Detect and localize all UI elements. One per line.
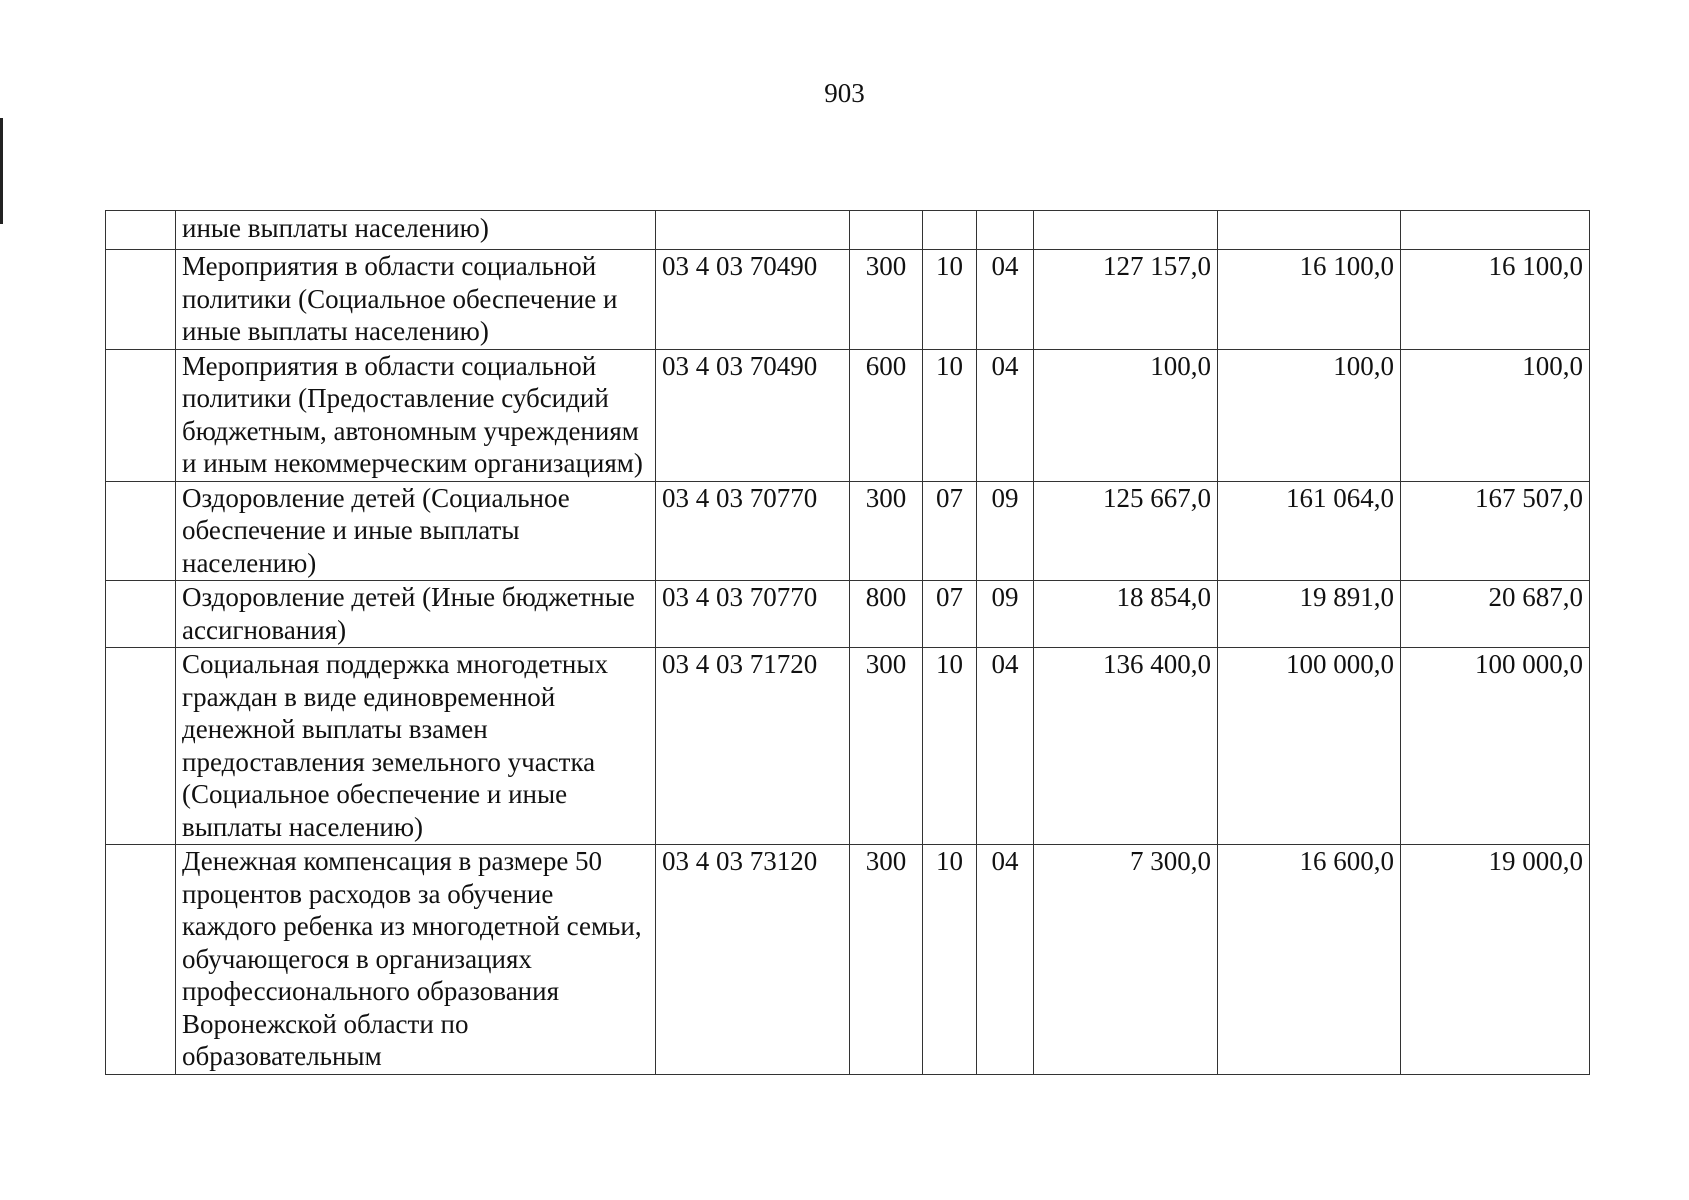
target-article-code-cell: 03 4 03 70770 [656,581,850,648]
section-code-cell: 07 [923,581,977,648]
amount-year3-cell: 16 100,0 [1401,250,1590,350]
section-code-cell: 10 [923,250,977,350]
expense-name-cell: Социальная поддержка многодетных граждан в виде единовременной денежной выплаты взамен предоставления земельного участка (Социальное обеспечение и иные выплаты населению) [176,648,656,845]
target-article-code-cell: 03 4 03 70490 [656,250,850,350]
expense-type-cell: 300 [850,481,923,581]
amount-year3-cell: 100 000,0 [1401,648,1590,845]
expense-name-cell: Оздоровление детей (Социальное обеспечение и иные выплаты населению) [176,481,656,581]
amount-year2-cell: 161 064,0 [1218,481,1401,581]
subsection-code-cell: 04 [977,250,1034,350]
expense-name-cell: Мероприятия в области социальной политики (Социальное обеспечение и иные выплаты населению) [176,250,656,350]
target-article-code-cell: 03 4 03 70770 [656,481,850,581]
amount-year1-cell: 127 157,0 [1034,250,1218,350]
subsection-code-cell: 09 [977,481,1034,581]
amount-year3-cell: 20 687,0 [1401,581,1590,648]
subsection-code-cell [977,211,1034,250]
subsection-code-cell: 04 [977,648,1034,845]
left-margin-mark [0,118,3,224]
amount-year3-cell: 100,0 [1401,349,1590,481]
amount-year3-cell: 19 000,0 [1401,845,1590,1075]
row-number-cell [106,211,176,250]
section-code-cell: 07 [923,481,977,581]
amount-year2-cell [1218,211,1401,250]
table-row [106,211,1590,250]
amount-year3-cell [1401,211,1590,250]
target-article-code-cell [656,211,850,250]
expense-type-cell: 600 [850,349,923,481]
row-number-cell [106,845,176,1075]
table-row [106,481,1590,581]
row-number-cell [106,648,176,845]
row-number-cell [106,250,176,350]
amount-year1-cell: 18 854,0 [1034,581,1218,648]
amount-year2-cell: 16 100,0 [1218,250,1401,350]
expense-type-cell [850,211,923,250]
table-row [106,648,1590,845]
amount-year3-cell: 167 507,0 [1401,481,1590,581]
subsection-code-cell: 04 [977,845,1034,1075]
section-code-cell [923,211,977,250]
expense-name-cell: Мероприятия в области социальной политики (Предоставление субсидий бюджетным, автономным учреждениям и иным некоммерческим организациям) [176,349,656,481]
amount-year1-cell: 7 300,0 [1034,845,1218,1075]
row-number-cell [106,349,176,481]
section-code-cell: 10 [923,845,977,1075]
target-article-code-cell: 03 4 03 70490 [656,349,850,481]
amount-year2-cell: 19 891,0 [1218,581,1401,648]
table-row [106,250,1590,350]
amount-year1-cell [1034,211,1218,250]
table-row [106,845,1590,1075]
expense-type-cell: 300 [850,648,923,845]
amount-year2-cell: 100,0 [1218,349,1401,481]
expense-name-cell: иные выплаты населению) [176,211,656,250]
table-row [106,349,1590,481]
subsection-code-cell: 04 [977,349,1034,481]
amount-year1-cell: 125 667,0 [1034,481,1218,581]
subsection-code-cell: 09 [977,581,1034,648]
expense-type-cell: 300 [850,845,923,1075]
expense-type-cell: 800 [850,581,923,648]
amount-year2-cell: 100 000,0 [1218,648,1401,845]
expense-name-cell: Денежная компенсация в размере 50 процентов расходов за обучение каждого ребенка из многодетной семьи, обучающегося в организациях профессионального образования Воронежской области по образовательным [176,845,656,1075]
amount-year2-cell: 16 600,0 [1218,845,1401,1075]
page-number: 903 [824,78,865,108]
target-article-code-cell: 03 4 03 73120 [656,845,850,1075]
expense-name-cell: Оздоровление детей (Иные бюджетные ассигнования) [176,581,656,648]
row-number-cell [106,581,176,648]
section-code-cell: 10 [923,648,977,845]
target-article-code-cell: 03 4 03 71720 [656,648,850,845]
amount-year1-cell: 100,0 [1034,349,1218,481]
row-number-cell [106,481,176,581]
table-row [106,581,1590,648]
budget-table [105,210,1590,1075]
amount-year1-cell: 136 400,0 [1034,648,1218,845]
section-code-cell: 10 [923,349,977,481]
expense-type-cell: 300 [850,250,923,350]
